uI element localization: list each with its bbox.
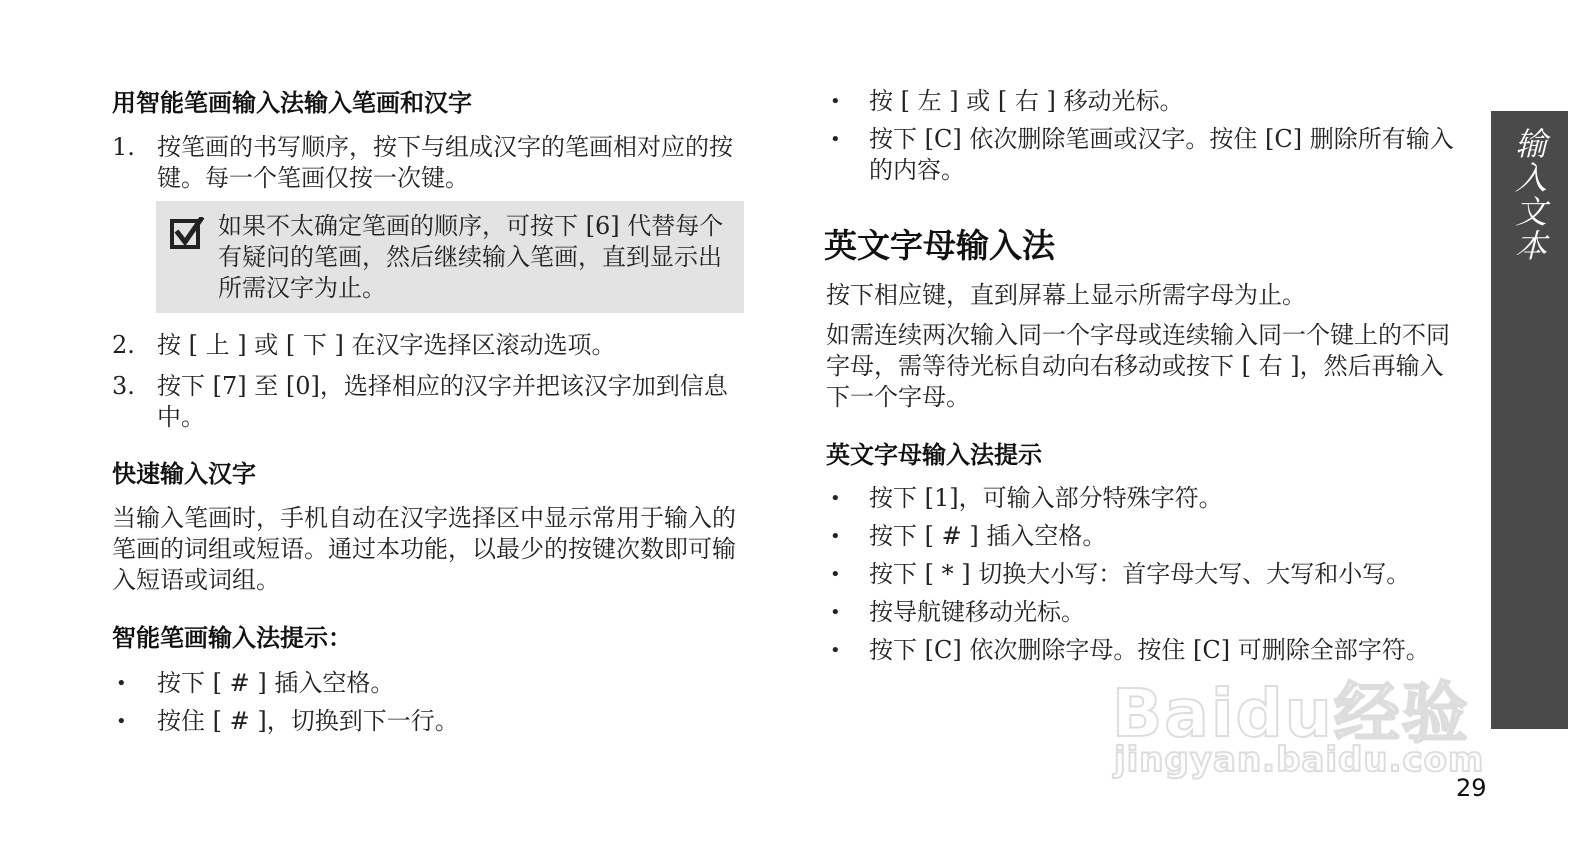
tip-box xyxy=(156,201,744,313)
chapter-side-tab xyxy=(1491,111,1568,729)
list-item xyxy=(826,559,1466,590)
step-3 xyxy=(112,371,748,433)
list-item xyxy=(826,597,1466,628)
watermark-url: jingyan.baidu.com xyxy=(1114,740,1485,780)
bullet-dot: • xyxy=(116,673,127,694)
step-text: 按 [ 上 ] 或 [ 下 ] 在汉字选择区滚动选项。 xyxy=(157,331,616,359)
list-item-text: 按导航键移动光标。 xyxy=(869,598,1085,626)
section-heading-quick-input: 快速输入汉字 xyxy=(112,460,256,488)
bullet-dot: • xyxy=(830,602,841,623)
list-item-text: 按下 [ * ] 切换大小写：首字母大写、大写和小写。 xyxy=(869,560,1411,588)
list-item-text: 按 [ 左 ] 或 [ 右 ] 移动光标。 xyxy=(869,87,1184,115)
english-input-para-2: 如需连续两次输入同一个字母或连续输入同一个键上的不同字母，需等待光标自动向右移动或按下 [ 右 ]，然后再输入下一个字母。 xyxy=(826,321,1450,411)
list-item xyxy=(112,706,748,737)
bullet-dot: • xyxy=(830,129,841,150)
bullet-dot: • xyxy=(830,564,841,585)
bullet-dot: • xyxy=(830,488,841,509)
list-item xyxy=(826,483,1466,514)
checkmark-box-icon xyxy=(170,217,204,251)
section-title-english-input: 英文字母输入法 xyxy=(824,226,1055,265)
list-item xyxy=(826,124,1466,186)
bullet-dot: • xyxy=(830,91,841,112)
tip-text: 如果不太确定笔画的顺序，可按下 [6] 代替每个有疑问的笔画，然后继续输入笔画，直到显示出所需汉字为止。 xyxy=(218,212,724,302)
list-item-text: 按下 [C] 依次删除笔画或汉字。按住 [C] 删除所有输入的内容。 xyxy=(869,125,1454,184)
chapter-tab-label: 输入文本 xyxy=(1510,127,1548,263)
page-number: 29 xyxy=(1456,774,1487,802)
step-text: 按笔画的书写顺序，按下与组成汉字的笔画相对应的按键。每一个笔画仅按一次键。 xyxy=(157,133,733,192)
step-number: 1. xyxy=(112,133,135,161)
section-heading-stroke-input: 用智能笔画输入法输入笔画和汉字 xyxy=(112,89,472,117)
list-item xyxy=(112,668,748,699)
step-2 xyxy=(112,330,748,361)
list-item xyxy=(826,521,1466,552)
step-1 xyxy=(112,132,748,194)
step-number: 2. xyxy=(112,331,135,359)
quick-input-body: 当输入笔画时，手机自动在汉字选择区中显示常用于输入的笔画的词组或短语。通过本功能，以最少的按键次数即可输入短语或词组。 xyxy=(112,504,736,594)
english-input-para-1: 按下相应键，直到屏幕上显示所需字母为止。 xyxy=(826,281,1306,309)
bullet-dot: • xyxy=(116,711,127,732)
list-item-text: 按住 [ # ]，切换到下一行。 xyxy=(157,707,459,735)
list-item-text: 按下 [ # ] 插入空格。 xyxy=(869,522,1107,550)
section-heading-stroke-tips: 智能笔画输入法提示： xyxy=(112,624,352,652)
bullet-dot: • xyxy=(830,526,841,547)
watermark-logo: Baidu经验 xyxy=(1112,675,1470,752)
section-heading-english-tips: 英文字母输入法提示 xyxy=(826,441,1042,469)
list-item-text: 按下 [C] 依次删除字母。按住 [C] 可删除全部字符。 xyxy=(869,636,1430,664)
list-item-text: 按下 [ # ] 插入空格。 xyxy=(157,669,395,697)
list-item xyxy=(826,86,1466,117)
list-item-text: 按下 [1]，可输入部分特殊字符。 xyxy=(869,484,1223,512)
bullet-dot: • xyxy=(830,640,841,661)
step-number: 3. xyxy=(112,372,135,400)
step-text: 按下 [7] 至 [0]，选择相应的汉字并把该汉字加到信息中。 xyxy=(157,372,728,431)
